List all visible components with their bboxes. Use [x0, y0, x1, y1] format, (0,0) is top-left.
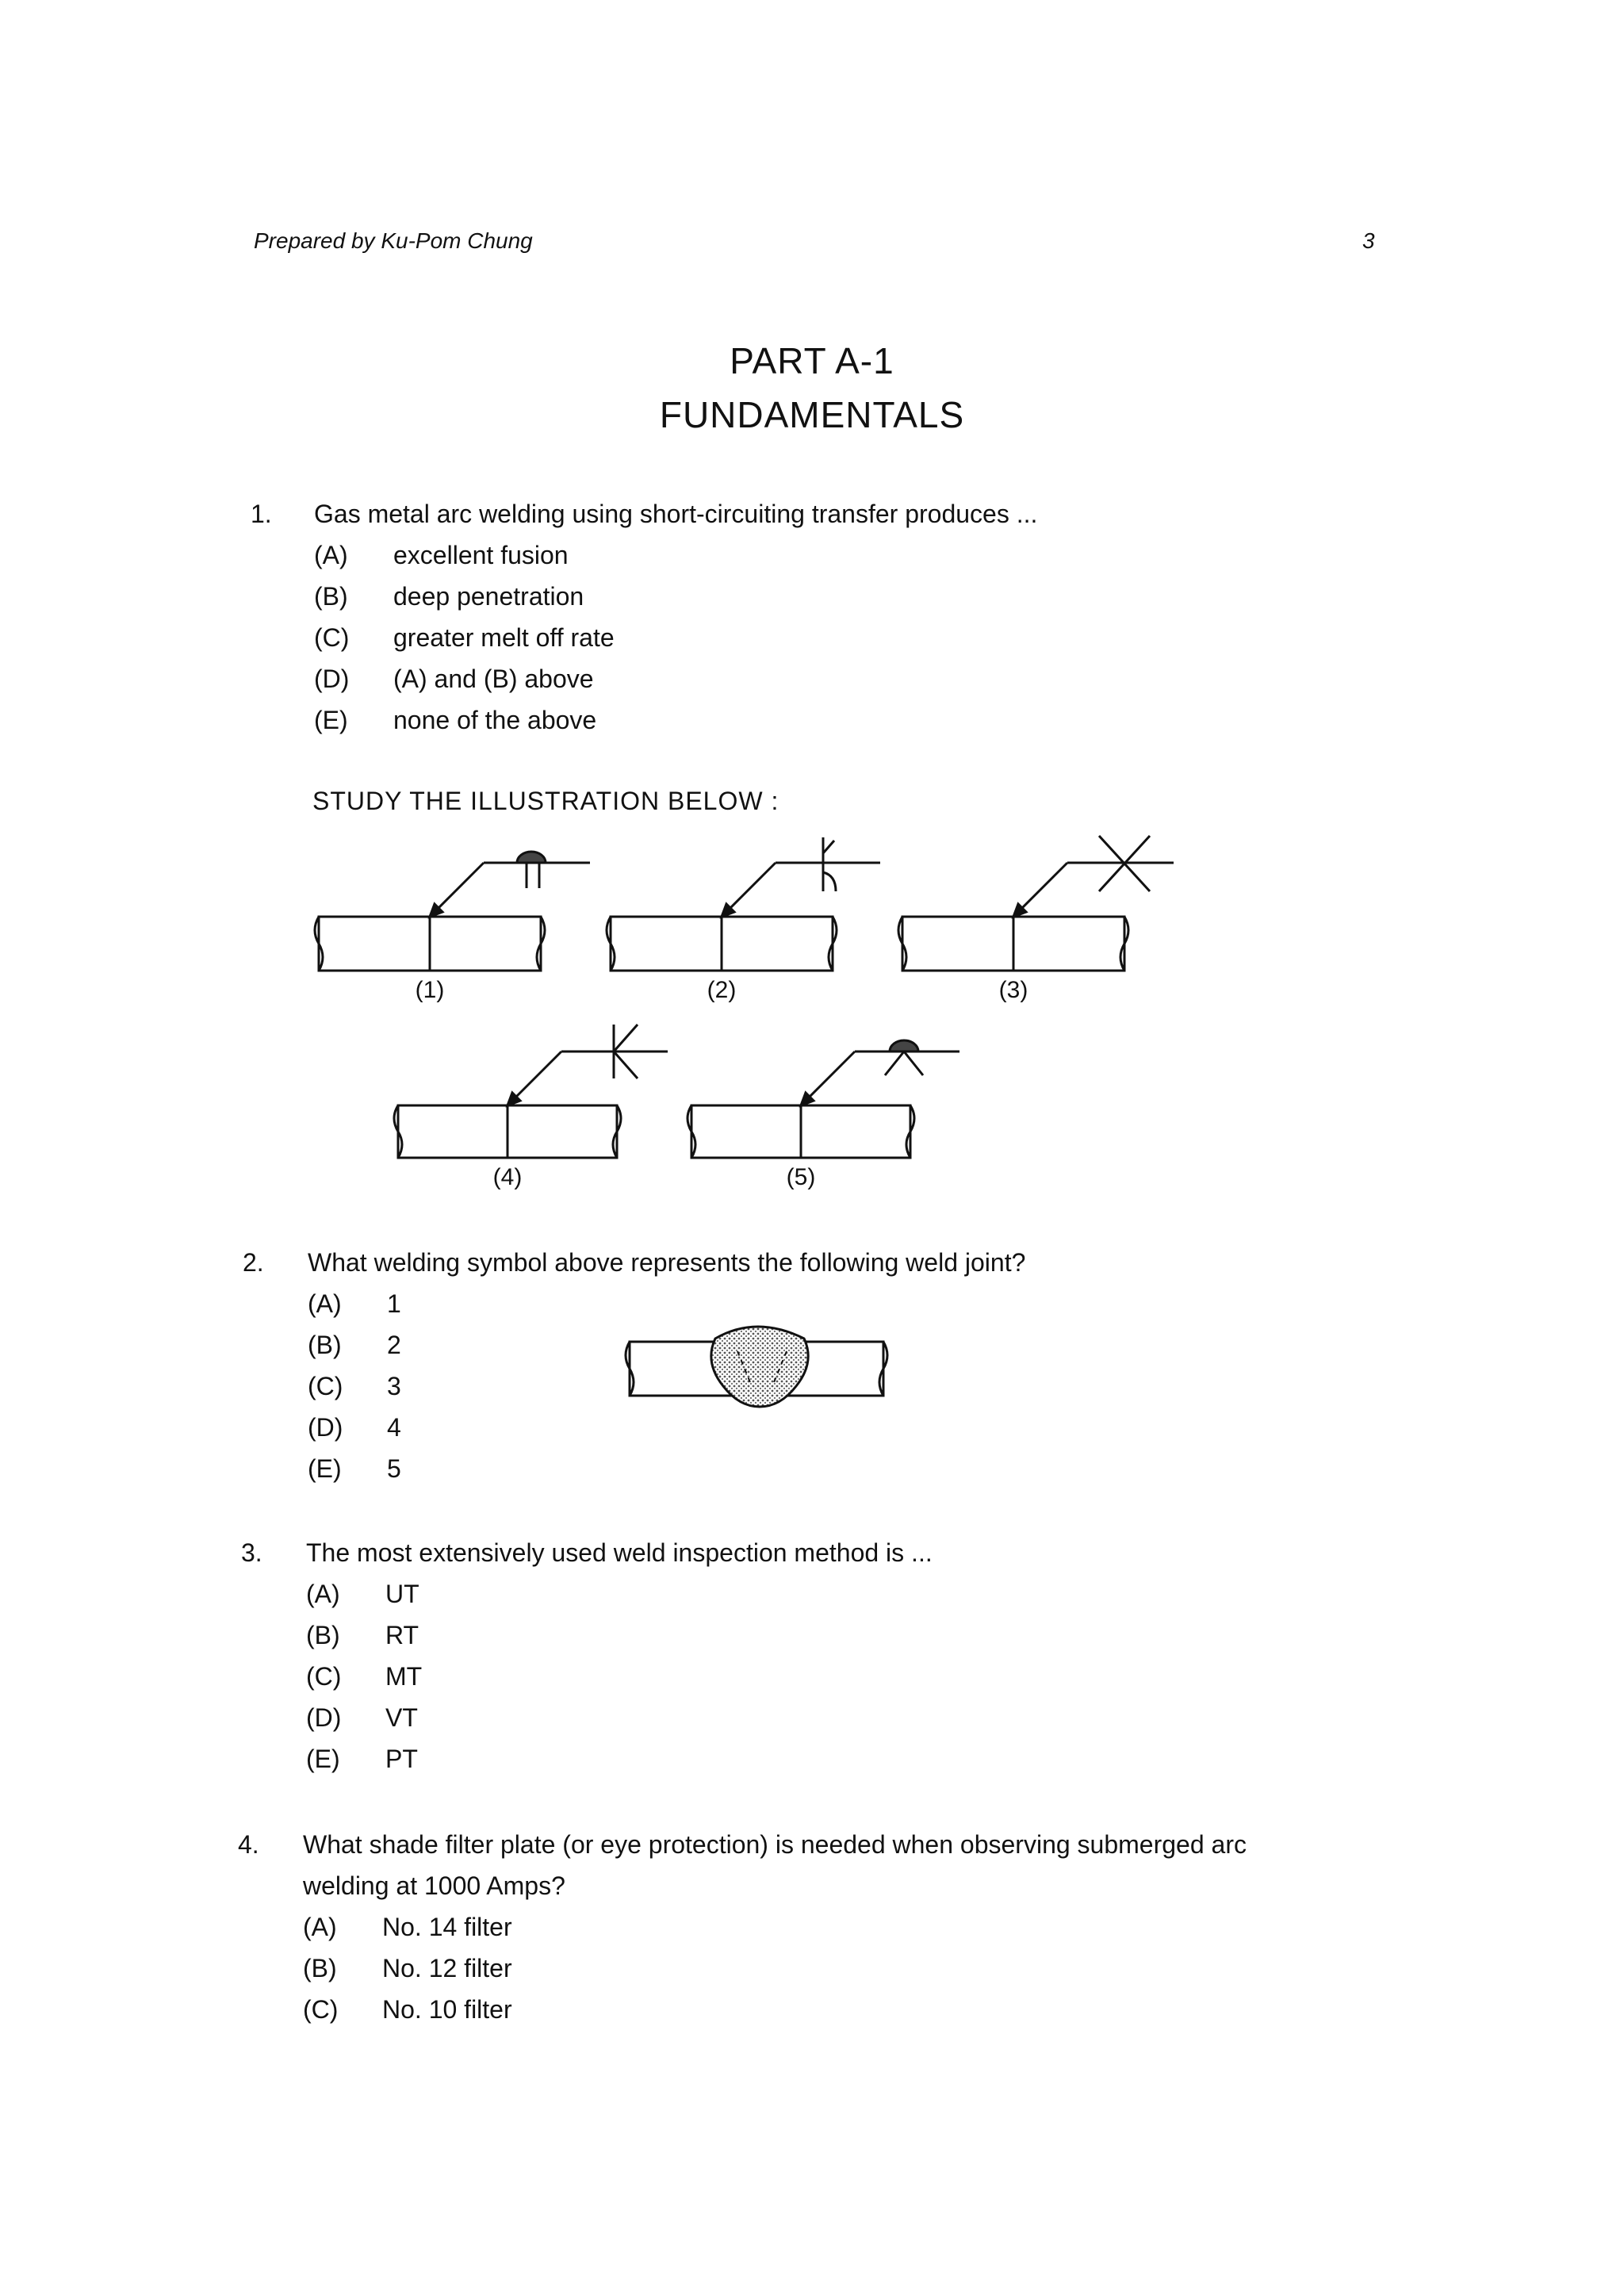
option-text: 1	[387, 1289, 401, 1318]
question-text: What shade filter plate (or eye protection) is needed when observing submerged arc	[303, 1830, 1247, 1859]
option-letter: (D)	[308, 1413, 343, 1442]
option-text: No. 12 filter	[382, 1954, 512, 1982]
question-text: The most extensively used weld inspection method is ...	[306, 1538, 933, 1567]
option-text: 3	[387, 1372, 401, 1400]
figure-label-5: (5)	[786, 1164, 816, 1190]
option-text: (A) and (B) above	[393, 665, 594, 693]
weld-figure-2	[607, 837, 880, 971]
page-subtitle: FUNDAMENTALS	[659, 394, 965, 435]
question-number: 4.	[238, 1830, 259, 1859]
option-text: deep penetration	[393, 582, 584, 611]
option-letter: (A)	[306, 1580, 340, 1608]
option-letter: (E)	[314, 706, 348, 734]
option-text: MT	[385, 1662, 423, 1691]
figure-label-1: (1)	[415, 977, 445, 1003]
weld-figure-5	[688, 1040, 959, 1158]
option-letter: (D)	[306, 1703, 342, 1732]
option-letter: (C)	[303, 1995, 339, 2024]
option-text: No. 14 filter	[382, 1913, 512, 1941]
option-letter: (C)	[314, 623, 350, 652]
option-text: RT	[385, 1621, 419, 1649]
question-number: 2.	[243, 1248, 264, 1277]
option-text: UT	[385, 1580, 419, 1608]
option-text: No. 10 filter	[382, 1995, 512, 2024]
option-letter: (B)	[306, 1621, 340, 1649]
option-text: PT	[385, 1745, 418, 1773]
option-text: VT	[385, 1703, 418, 1732]
question-number: 1.	[251, 500, 272, 528]
figure-label-3: (3)	[998, 977, 1028, 1003]
question-text: Gas metal arc welding using short-circuiting transfer produces ...	[314, 500, 1038, 528]
option-letter: (C)	[306, 1662, 342, 1691]
page-title: PART A-1	[730, 340, 894, 381]
question-number: 3.	[241, 1538, 262, 1567]
study-illustration-label: STUDY THE ILLUSTRATION BELOW :	[312, 787, 779, 815]
option-text: greater melt off rate	[393, 623, 615, 652]
option-letter: (E)	[308, 1454, 342, 1483]
option-letter: (A)	[314, 541, 348, 569]
option-text: 4	[387, 1413, 401, 1442]
option-text: 2	[387, 1331, 401, 1359]
option-letter: (B)	[303, 1954, 337, 1982]
option-letter: (C)	[308, 1372, 343, 1400]
header-page-number: 3	[1362, 228, 1375, 253]
option-letter: (B)	[308, 1331, 342, 1359]
question-text: What welding symbol above represents the following weld joint?	[308, 1248, 1026, 1277]
question-2	[0, 1242, 1624, 1496]
weld-figure-4	[394, 1025, 668, 1158]
figure-label-4: (4)	[492, 1164, 523, 1190]
option-letter: (B)	[314, 582, 348, 611]
option-letter: (A)	[308, 1289, 342, 1318]
option-text: excellent fusion	[393, 541, 569, 569]
question-3	[0, 1532, 1624, 1786]
question-text-continued: welding at 1000 Amps?	[303, 1871, 565, 1900]
question-4	[0, 1824, 1624, 2078]
option-letter: (D)	[314, 665, 350, 693]
option-letter: (A)	[303, 1913, 337, 1941]
weld-figure-3	[898, 836, 1174, 971]
figure-label-2: (2)	[707, 977, 737, 1003]
option-text: 5	[387, 1454, 401, 1483]
option-text: none of the above	[393, 706, 597, 734]
header-author: Prepared by Ku-Pom Chung	[254, 228, 533, 253]
weld-figure-1	[315, 852, 590, 971]
option-letter: (E)	[306, 1745, 340, 1773]
